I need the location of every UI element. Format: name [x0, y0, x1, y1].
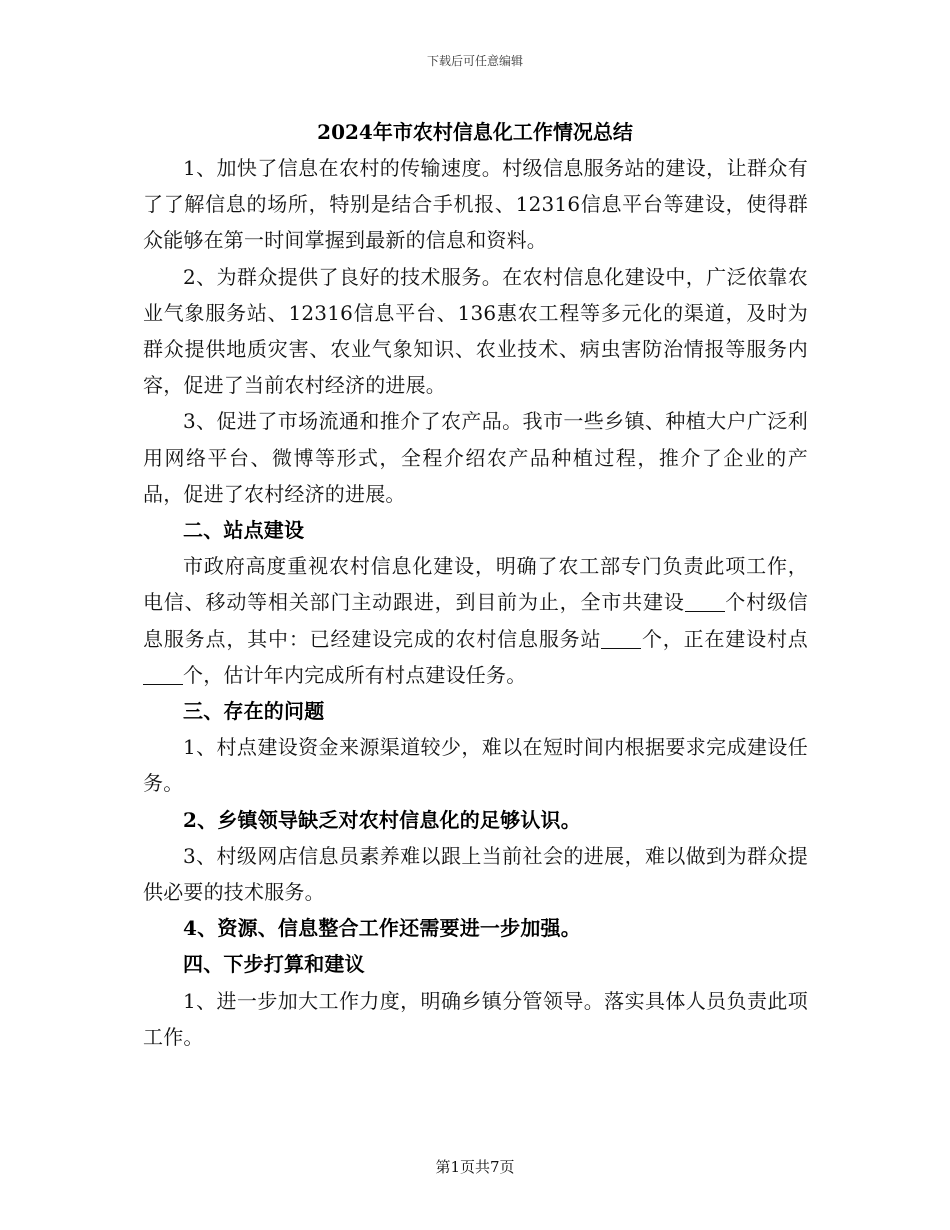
paragraph-3: 3、促进了市场流通和推介了农产品。我市一些乡镇、种植大户广泛利用网络平台、微博等形式，全程介绍农产品种植过程，推介了企业的产品，促进了农村经济的进展。 [143, 409, 808, 506]
blank-field [601, 628, 641, 649]
paragraph-7: 3、村级网店信息员素养难以跟上当前社会的进展，难以做到为群众提供必要的技术服务。 [143, 843, 808, 905]
paragraph-9: 1、进一步加大工作力度，明确乡镇分管领导。落实具体人员负责此项工作。 [143, 988, 808, 1049]
paragraph-4 [143, 548, 808, 693]
section-heading-4: 四、下步打算和建议 [183, 952, 365, 977]
paragraph-8: 4、资源、信息整合工作还需要进一步加强。 [183, 916, 581, 941]
page-footer: 第1页共7页 [435, 1158, 515, 1176]
document-body [143, 150, 808, 1055]
paragraph-4-part-a: 市政府高度重视农村信息化建设，明确了农工部专门负责此项工作，电信、移动等相关部门主动跟进，到目前为止，全市共建设 [143, 554, 808, 615]
document-title: 2024年市农村信息化工作情况总结 [317, 120, 633, 144]
paragraph-6: 2、乡镇领导缺乏对农村信息化的足够认识。 [183, 807, 581, 832]
section-heading-3: 三、存在的问题 [183, 699, 325, 724]
paragraph-4-part-d: 个，估计年内完成所有村点建设任务。 [183, 662, 527, 687]
section-heading-2: 二、站点建设 [183, 518, 305, 543]
blank-field [685, 591, 725, 612]
paragraph-5: 1、村点建设资金来源渠道较少，难以在短时间内根据要求完成建设任务。 [143, 735, 808, 796]
paragraph-4-part-b: 个村级信息服务点，其中：已经建设完成的农村信息服务站 [143, 590, 808, 651]
paragraph-4-part-c: 个，正在建设村点 [641, 626, 808, 651]
header-note: 下载后可任意编辑 [426, 54, 523, 68]
paragraph-1: 1、加快了信息在农村的传输速度。村级信息服务站的建设，让群众有了了解信息的场所，特别是结合手机报、12316信息平台等建设，使得群众能够在第一时间掌握到最新的信息和资料。 [143, 156, 808, 253]
paragraph-2: 2、为群众提供了良好的技术服务。在农村信息化建设中，广泛依靠农业气象服务站、12316信息平台、136惠农工程等多元化的渠道，及时为群众提供地质灾害、农业气象知识、农业技术、病虫害防治情报等服务内容，促进了当前农村经济的进展。 [143, 264, 808, 398]
blank-field [143, 664, 183, 685]
